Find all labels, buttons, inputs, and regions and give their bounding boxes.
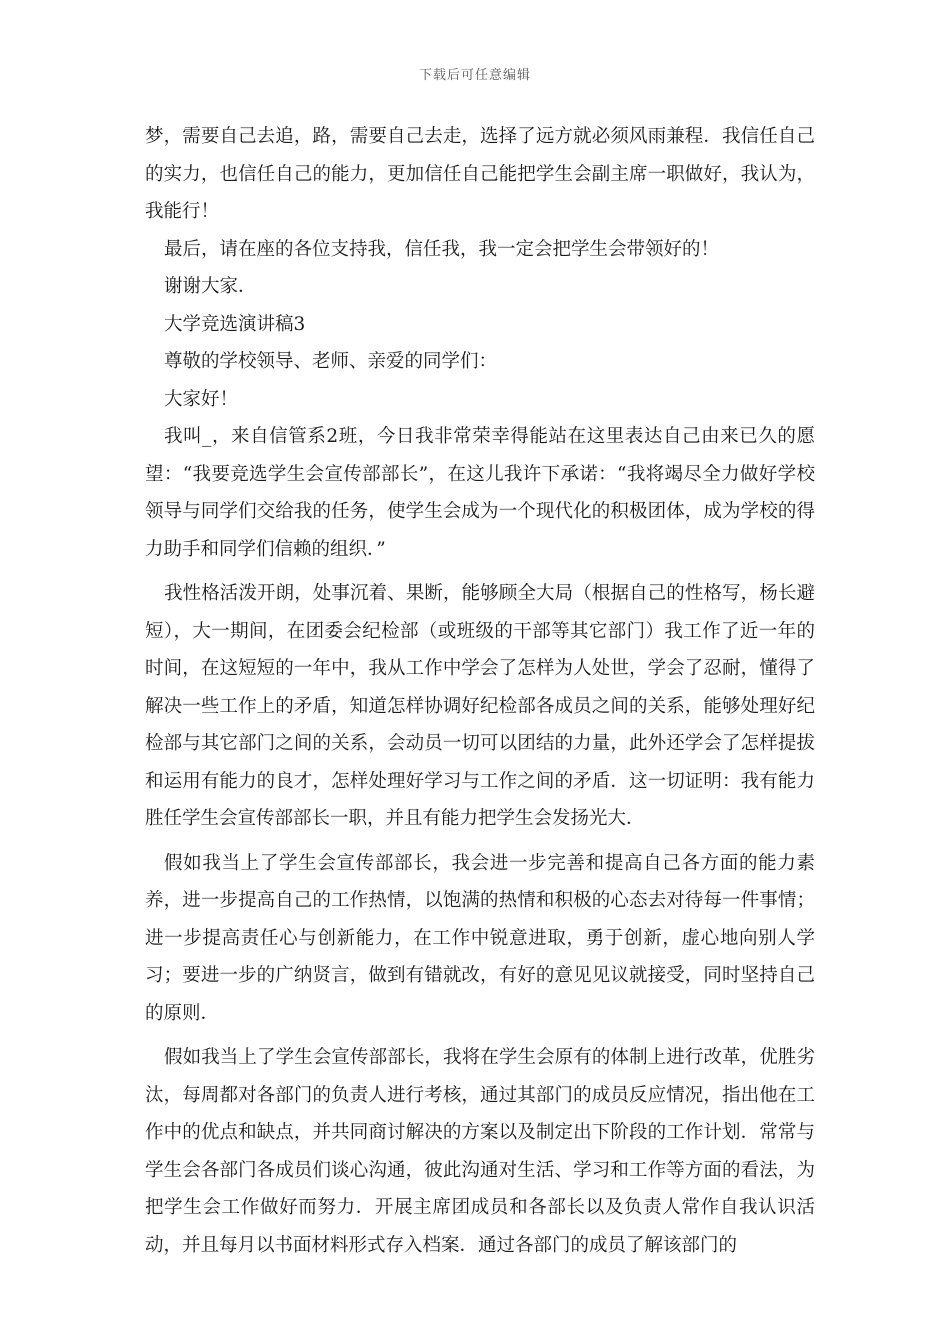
paragraph-experience: 我性格活泼开朗，处事沉着、果断，能够顾全大局（根据自己的性格写，杨长避短），大一期间，在团委会纪检部（或班级的干部等其它部门）我工作了近一年的时间，在这短短的一年中，我从工作中学会了怎样为人处世，学会了忍耐，懂得了解决一些工作上的矛盾，知道怎样协调好纪检部各成员之间的关系，能够处理好纪检部与其它部门之间的关系，会动员一切可以团结的力量，此外还学会了怎样提拔和运用有能力的良才，怎样处理好学习与工作之间的矛盾．这一切证明：我有能力胜任学生会宣传部部长一职，并且有能力把学生会发扬光大． (145, 583, 815, 829)
section-title: 大学竞选演讲稿3 (164, 313, 306, 335)
paragraph-plan-reform: 假如我当上了学生会宣传部部长，我将在学生会原有的体制上进行改革，优胜劣汰，每周都对各部门的负责人进行考核，通过其部门的成员反应情况，指出他在工作中的优点和缺点，并共同商讨解决的方案以及制定出下阶段的工作计划．常常与学生会各部门各成员们谈心沟通，彼此沟通对生活、学习和工作等方面的看法，为把学生会工作做好而努力．开展主席团成员和各部长以及负责人常作自我认识活动，并且每月以书面材料形式存入档案．通过各部门的成员了解该部门的 (145, 1047, 815, 1256)
paragraph-plan-self: 假如我当上了学生会宣传部部长，我会进一步完善和提高自己各方面的能力素养，进一步提高自己的工作热情，以饱满的热情和积极的心态去对待每一件事情；进一步提高责任心与创新能力，在工作中锐意进取，勇于创新，虚心地向别人学习；要进一步的广纳贤言，做到有错就改，有好的意见见议就接受，同时坚持自己的原则． (145, 852, 815, 1024)
paragraph-salutation: 尊敬的学校领导、老师、亲爱的同学们： (164, 351, 498, 372)
paragraph-closing-request: 最后，请在座的各位支持我，信任我，我一定会把学生会带领好的！ (164, 238, 720, 260)
paragraph-thanks: 谢谢大家． (164, 276, 257, 297)
paragraph-continuation: 梦，需要自己去追，路，需要自己去走，选择了远方就必须风雨兼程．我信任自己的实力，也信任自己的能力，更加信任自己能把学生会副主席一职做好，我认为，我能行！ (145, 126, 815, 222)
page-header: 下载后可任意编辑 (418, 68, 531, 83)
paragraph-greeting: 大家好！ (164, 388, 239, 410)
document-body (145, 118, 815, 1264)
paragraph-introduction: 我叫_，来自信管系2班，今日我非常荣幸得能站在这里表达自己由来已久的愿望：“我要竞选学生会宣传部部长”，在这儿我许下承诺：“我将竭尽全力做好学校领导与同学们交给我的任务，使学生会成为一个现代化的积极团体，成为学校的得力助手和同学们信赖的组织．” (145, 426, 815, 560)
